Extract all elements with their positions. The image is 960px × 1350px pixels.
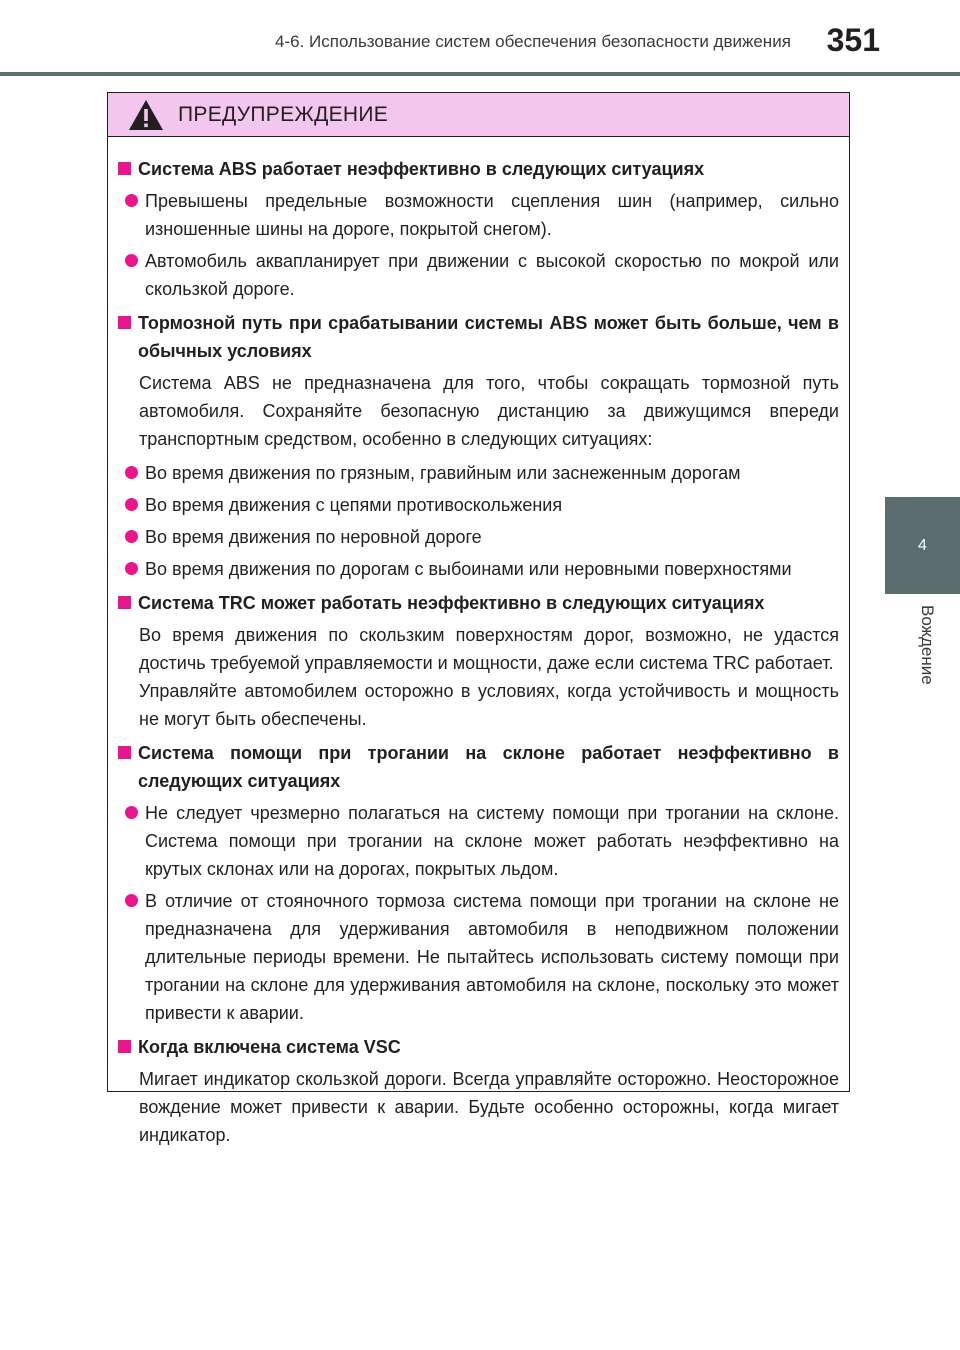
circle-bullet-icon	[125, 562, 138, 575]
warning-content	[108, 137, 849, 1149]
list-item-text: Во время движения с цепями противоскольжения	[145, 495, 563, 515]
section-heading	[118, 309, 839, 365]
list-item-text: Не следует чрезмерно полагаться на систему помощи при трогании на склоне. Система помощи при трогании на склоне может работать неэффективно на крутых склонах или на дорогах, покрытых льдом.	[145, 803, 839, 879]
chapter-number: 4	[918, 536, 927, 554]
warning-section	[118, 1033, 839, 1149]
section-title: 4-6. Использование систем обеспечения безопасности движения	[275, 32, 791, 51]
list-item	[125, 187, 839, 243]
circle-bullet-icon	[125, 530, 138, 543]
circle-bullet-icon	[125, 466, 138, 479]
list-item-text: Автомобиль аквапланирует при движении с высокой скоростью по мокрой или скользкой дороге.	[145, 251, 839, 299]
circle-bullet-icon	[125, 498, 138, 511]
list-item	[125, 247, 839, 303]
list-item	[125, 799, 839, 883]
section-paragraph: Управляйте автомобилем осторожно в условиях, когда устойчивость и мощность не могут быть обеспечены.	[139, 681, 839, 729]
list-item	[125, 491, 839, 519]
list-item	[125, 887, 839, 1027]
list-item	[125, 459, 839, 487]
square-bullet-icon	[118, 162, 131, 175]
section-heading-text: Система TRC может работать неэффективно в следующих ситуациях	[138, 593, 765, 613]
section-heading	[118, 1033, 839, 1061]
section-paragraph: Мигает индикатор скользкой дороги. Всегда управляйте осторожно. Неосторожное вождение может привести к аварии. Будьте особенно осторожны, когда мигает индикатор.	[139, 1069, 839, 1145]
circle-bullet-icon	[125, 806, 138, 819]
section-paragraph: Во время движения по скользким поверхностям дорог, возможно, не удастся достичь требуемой управляемости и мощности, даже если система TRC работает.	[139, 625, 839, 673]
circle-bullet-icon	[125, 194, 138, 207]
page-number: 351	[826, 22, 880, 58]
square-bullet-icon	[118, 596, 131, 609]
square-bullet-icon	[118, 316, 131, 329]
list-item-text: Превышены предельные возможности сцепления шин (например, сильно изношенные шины на дороге, покрытой снегом).	[145, 191, 839, 239]
circle-bullet-icon	[125, 254, 138, 267]
warning-box	[107, 92, 850, 1145]
warning-triangle-icon	[128, 99, 164, 131]
section-paragraph: Система ABS не предназначена для того, чтобы сокращать тормозной путь автомобиля. Сохраняйте безопасную дистанцию за движущимся впереди транспортным средством, особенно в следующих ситуациях:	[139, 373, 839, 449]
chapter-tab	[885, 497, 960, 594]
list-item-text: Во время движения по неровной дороге	[145, 527, 482, 547]
square-bullet-icon	[118, 1040, 131, 1053]
square-bullet-icon	[118, 746, 131, 759]
list-item-text: Во время движения по грязным, гравийным или заснеженным дорогам	[145, 463, 741, 483]
section-heading	[118, 589, 839, 617]
section-heading-text: Тормозной путь при срабатывании системы ABS может быть больше, чем в обычных условиях	[138, 313, 839, 361]
section-heading-text: Когда включена система VSC	[138, 1037, 401, 1057]
warning-section	[118, 739, 839, 1027]
circle-bullet-icon	[125, 894, 138, 907]
section-heading-text: Система помощи при трогании на склоне работает неэффективно в следующих ситуациях	[138, 743, 839, 791]
section-heading	[118, 739, 839, 795]
warning-header	[108, 93, 849, 137]
warning-section	[118, 589, 839, 733]
section-heading	[118, 155, 839, 183]
warning-section	[118, 309, 839, 583]
warning-section	[118, 155, 839, 303]
list-item-text: Во время движения по дорогам с выбоинами или неровными поверхностями	[145, 559, 792, 579]
list-item-text: В отличие от стояночного тормоза система помощи при трогании на склоне не предназначена для удерживания автомобиля в неподвижном положении длительные периоды времени. Не пытайтесь использовать систему помощи при трогании на склоне для удерживания автомобиля на склоне, поскольку это может привести к аварии.	[145, 891, 839, 1023]
header-rule	[0, 72, 960, 76]
list-item	[125, 523, 839, 551]
warning-title: ПРЕДУПРЕЖДЕНИЕ	[178, 102, 389, 126]
list-item	[125, 555, 839, 583]
section-heading-text: Система ABS работает неэффективно в следующих ситуациях	[138, 159, 705, 179]
chapter-label: Вождение	[918, 605, 937, 685]
